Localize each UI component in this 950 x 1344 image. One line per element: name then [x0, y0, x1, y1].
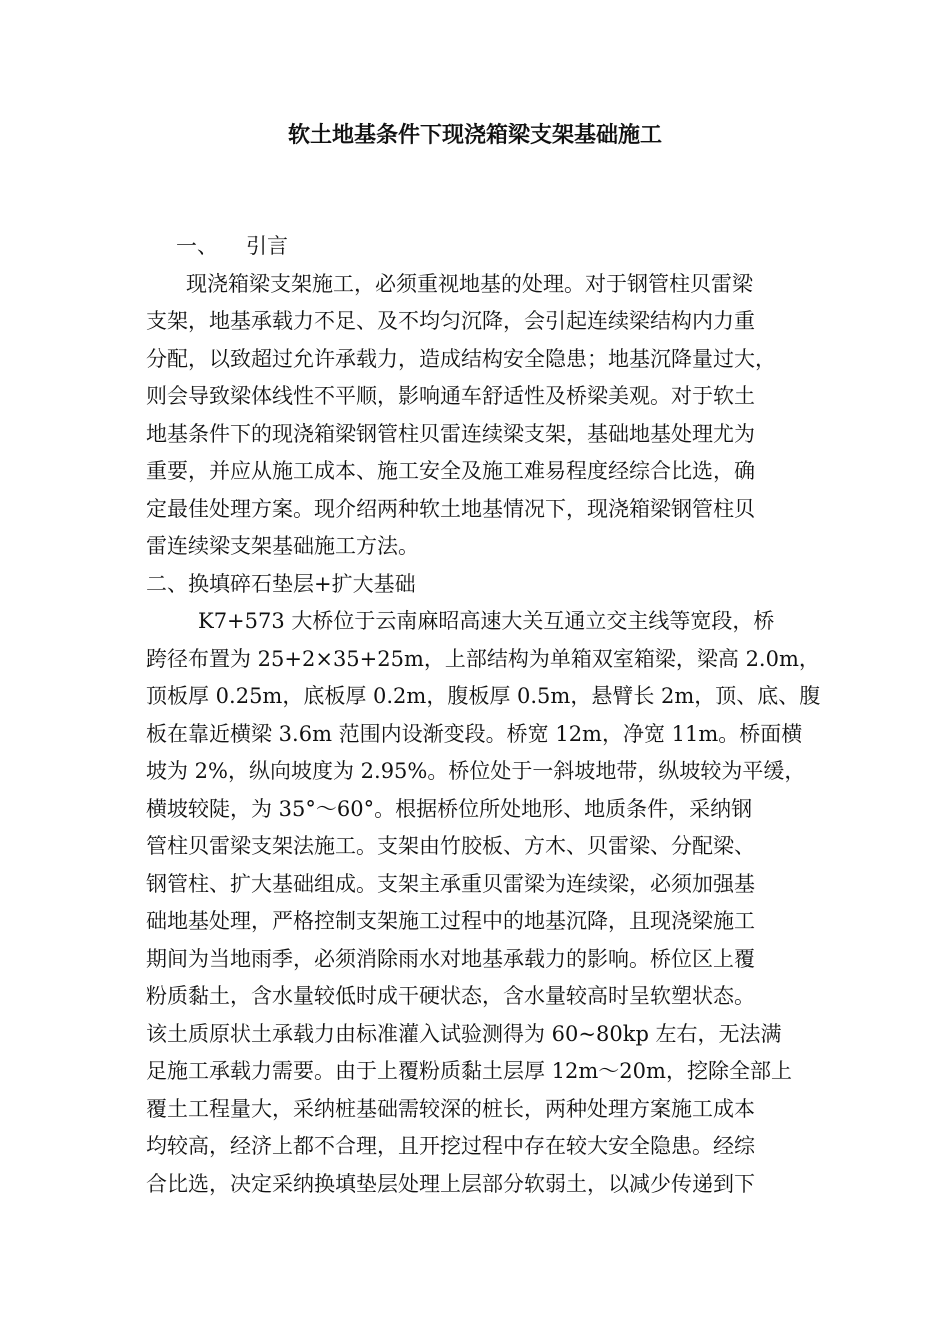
paragraph-line: K7+573 大桥位于云南麻昭高速大关互通立交主线等宽段，桥	[198, 609, 775, 633]
paragraph-line: 粉质黏土，含水量较低时成干硬状态，含水量较高时呈软塑状态。	[146, 984, 755, 1008]
paragraph-line: 期间为当地雨季，必须消除雨水对地基承载力的影响。桥位区上覆	[146, 946, 755, 971]
paragraph-line: 跨径布置为 25+2×35+25m，上部结构为单箱双室箱梁，梁高 2.0m，	[146, 646, 820, 671]
paragraph-line: 雷连续梁支架基础施工方法。	[146, 534, 419, 558]
paragraph-line: 该土质原状土承载力由标准灌入试验测得为 60~80kp 左右，无法满	[146, 1021, 782, 1046]
paragraph-line: 板在靠近横梁 3.6m 范围内设渐变段。桥宽 12m，净宽 11m。桥面横	[146, 721, 803, 746]
paragraph-line: 顶板厚 0.25m，底板厚 0.2m，腹板厚 0.5m，悬臂长 2m，顶、底、腹	[146, 684, 821, 708]
paragraph-line: 支架，地基承载力不足、及不均匀沉降，会引起连续梁结构内力重	[146, 309, 755, 333]
document-body	[146, 228, 826, 1203]
paragraph-line: 横坡较陡，为 35°～60°。根据桥位所处地形、地质条件，采纳钢	[146, 796, 753, 821]
paragraph-line: 础地基处理，严格控制支架施工过程中的地基沉降，且现浇梁施工	[146, 909, 755, 933]
paragraph-line: 定最佳处理方案。现介绍两种软土地基情况下，现浇箱梁钢管柱贝	[146, 496, 755, 521]
section-heading-text: 引言	[246, 234, 288, 258]
paragraph-line: 现浇箱梁支架施工，必须重视地基的处理。对于钢管柱贝雷梁	[186, 271, 753, 296]
paragraph-line: 重要，并应从施工成本、施工安全及施工难易程度经综合比选，确	[146, 459, 755, 483]
section-heading-introduction	[146, 228, 826, 266]
paragraph-line: 分配，以致超过允许承载力，造成结构安全隐患；地基沉降量过大，	[146, 346, 776, 371]
paragraph-line: 足施工承载力需要。由于上覆粉质黏土层厚 12m～20m，挖除全部上	[146, 1059, 792, 1083]
paragraph-line: 则会导致梁体线性不平顺，影响通车舒适性及桥梁美观。对于软土	[146, 384, 755, 408]
paragraph-line: 坡为 2%，纵向坡度为 2.95%。桥位处于一斜坡地带，纵坡较为平缓，	[146, 759, 806, 783]
paragraph-line: 地基条件下的现浇箱梁钢管柱贝雷连续梁支架，基础地基处理尤为	[146, 421, 755, 446]
section-number: 一、	[176, 234, 218, 258]
paragraph-line: 钢管柱、扩大基础组成。支架主承重贝雷梁为连续梁，必须加强基	[146, 871, 755, 896]
section-heading-gravel-cushion: 二、换填碎石垫层+扩大基础	[146, 571, 416, 596]
paragraph-line: 合比选，决定采纳换填垫层处理上层部分软弱土，以减少传递到下	[146, 1171, 755, 1196]
document-title: 软土地基条件下现浇箱梁支架基础施工	[287, 123, 662, 148]
paragraph-line: 管柱贝雷梁支架法施工。支架由竹胶板、方木、贝雷梁、分配梁、	[146, 834, 755, 858]
paragraph-line: 覆土工程量大，采纳桩基础需较深的桩长，两种处理方案施工成本	[146, 1096, 755, 1121]
paragraph-line: 均较高，经济上都不合理，且开挖过程中存在较大安全隐患。经综	[146, 1134, 755, 1158]
